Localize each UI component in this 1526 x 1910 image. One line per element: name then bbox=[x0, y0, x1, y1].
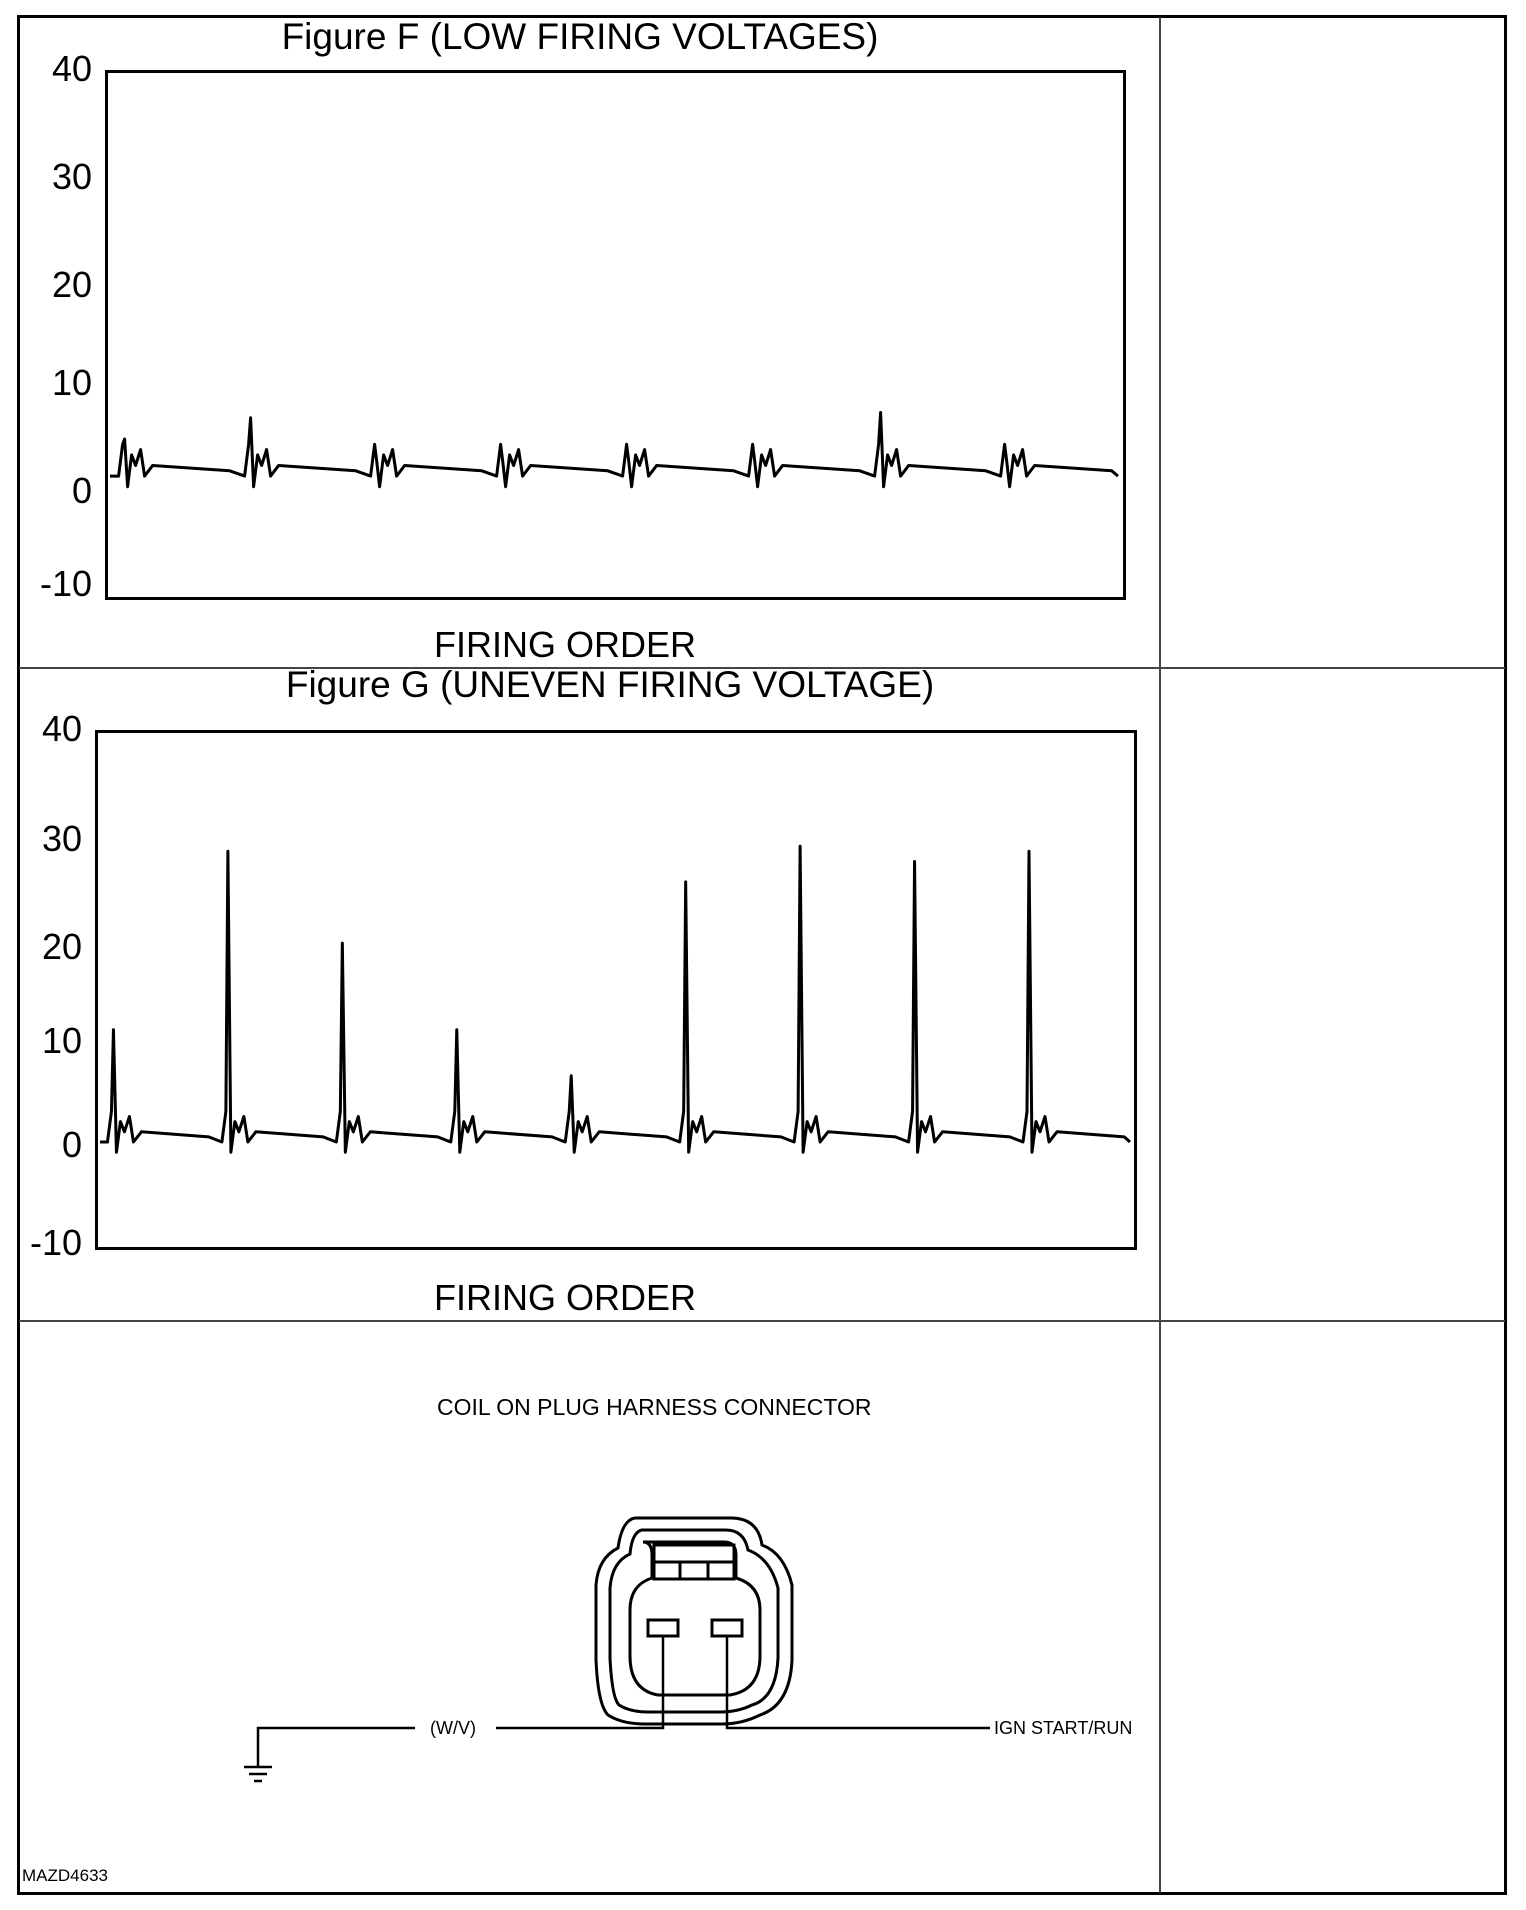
figure-f-ytick-40: 40 bbox=[51, 48, 92, 89]
pin-2 bbox=[712, 1620, 742, 1636]
connector-housing bbox=[596, 1518, 792, 1724]
figure-f-ytick-30: 30 bbox=[51, 156, 92, 197]
figure-g-ytick-40: 40 bbox=[41, 708, 82, 749]
figure-f-xlabel: FIRING ORDER bbox=[433, 624, 696, 665]
figure-f-ytick-minus10: -10 bbox=[39, 563, 92, 604]
figure-code: MAZD4633 bbox=[22, 1866, 108, 1885]
connector-latch bbox=[654, 1545, 734, 1579]
figure-g-ytick-20: 20 bbox=[41, 926, 82, 967]
left-wire-label: (W/V) bbox=[430, 1718, 476, 1738]
figure-f-ytick-20: 20 bbox=[51, 264, 92, 305]
figure-g-xlabel: FIRING ORDER bbox=[433, 1277, 696, 1318]
figure-g-ytick-0: 0 bbox=[61, 1124, 82, 1165]
figure-g-ytick-10: 10 bbox=[41, 1020, 82, 1061]
figure-g-ytick-30: 30 bbox=[41, 818, 82, 859]
pin-1 bbox=[648, 1620, 678, 1636]
connector-title: COIL ON PLUG HARNESS CONNECTOR bbox=[437, 1394, 872, 1420]
figure-f-ytick-0: 0 bbox=[71, 470, 92, 511]
ign-wire bbox=[727, 1636, 990, 1728]
figure-f-ytick-10: 10 bbox=[51, 362, 92, 403]
figure-g-title: Figure G (UNEVEN FIRING VOLTAGE) bbox=[285, 664, 935, 705]
right-wire-label: IGN START/RUN bbox=[994, 1718, 1133, 1738]
ground-symbol-icon bbox=[244, 1767, 272, 1781]
figure-f-title: Figure F (LOW FIRING VOLTAGES) bbox=[281, 16, 879, 57]
figure-g-ytick-minus10: -10 bbox=[29, 1222, 82, 1263]
